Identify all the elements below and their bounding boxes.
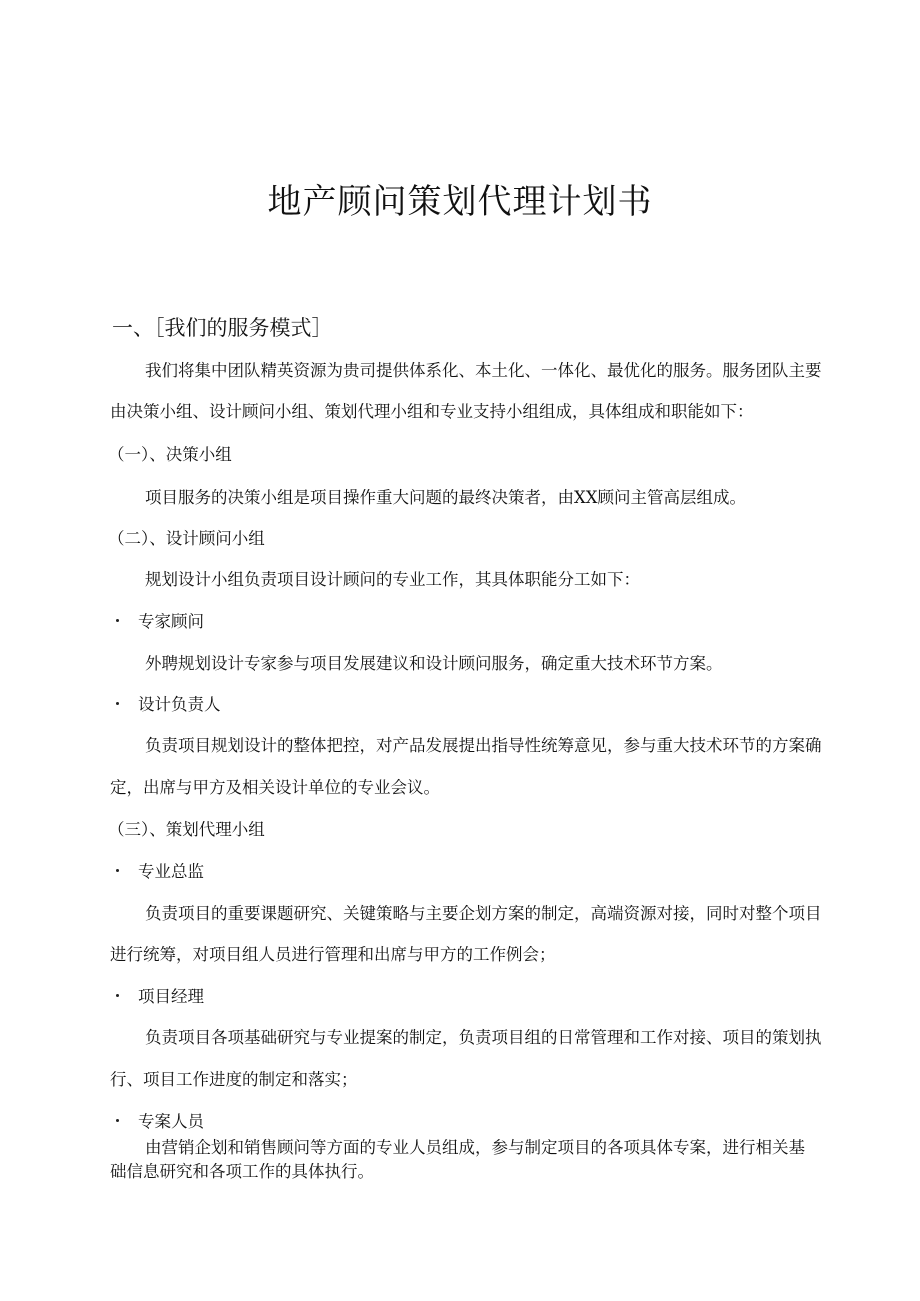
bullet-icon: [116, 869, 119, 872]
intro-line-1: 我们将集中团队精英资源为贵司提供体系化、本土化、一体化、最优化的服务。服务团队主要: [145, 361, 822, 380]
role-text-design-lead-2: 定，出席与甲方及相关设计单位的专业会议。: [110, 778, 440, 797]
bullet-icon: [116, 994, 119, 997]
role-label-pm: 项目经理: [138, 987, 204, 1006]
subsection-heading-2: （二）、设计顾问小组: [108, 529, 265, 548]
role-text-design-lead-1: 负责项目规划设计的整体把控，对产品发展提出指导性统筹意见，参与重大技术环节的方案确: [145, 736, 822, 755]
bullet-icon: [116, 1119, 119, 1122]
section-heading: 一、［我们的服务模式］: [112, 316, 333, 340]
role-text-director-2: 进行统筹，对项目组人员进行管理和出席与甲方的工作例会；: [110, 945, 556, 964]
subsection-text-1: 项目服务的决策小组是项目操作重大问题的最终决策者，由XX顾问主管高层组成。: [145, 488, 746, 507]
subsection-heading-1: （一）、决策小组: [108, 445, 232, 464]
role-text-pm-1: 负责项目各项基础研究与专业提案的制定，负责项目组的日常管理和工作对接、项目的策划执: [145, 1028, 822, 1047]
role-text-specialist-2: 础信息研究和各项工作的具体执行。: [110, 1162, 374, 1181]
role-label-design-lead: 设计负责人: [138, 695, 221, 714]
role-label-specialist: 专案人员: [138, 1112, 204, 1131]
role-label-expert: 专家顾问: [138, 612, 204, 631]
document-title: 地产顾问策划代理计划书: [267, 182, 653, 222]
bullet-icon: [116, 702, 119, 705]
subsection-heading-3: （三）、策划代理小组: [108, 820, 265, 839]
role-text-expert: 外聘规划设计专家参与项目发展建议和设计顾问服务，确定重大技术环节方案。: [145, 654, 723, 673]
intro-line-2: 由决策小组、设计顾问小组、策划代理小组和专业支持小组组成，具体组成和职能如下：: [110, 402, 754, 421]
role-text-director-1: 负责项目的重要课题研究、关键策略与主要企划方案的制定，高端资源对接，同时对整个项目: [145, 904, 822, 923]
subsection-text-2: 规划设计小组负责项目设计顾问的专业工作，其具体职能分工如下：: [145, 570, 640, 589]
role-label-director: 专业总监: [138, 862, 204, 881]
role-text-pm-2: 行、项目工作进度的制定和落实；: [110, 1070, 358, 1089]
bullet-icon: [116, 619, 119, 622]
role-text-specialist-1: 由营销企划和销售顾问等方面的专业人员组成，参与制定项目的各项具体专案，进行相关基: [145, 1138, 805, 1157]
